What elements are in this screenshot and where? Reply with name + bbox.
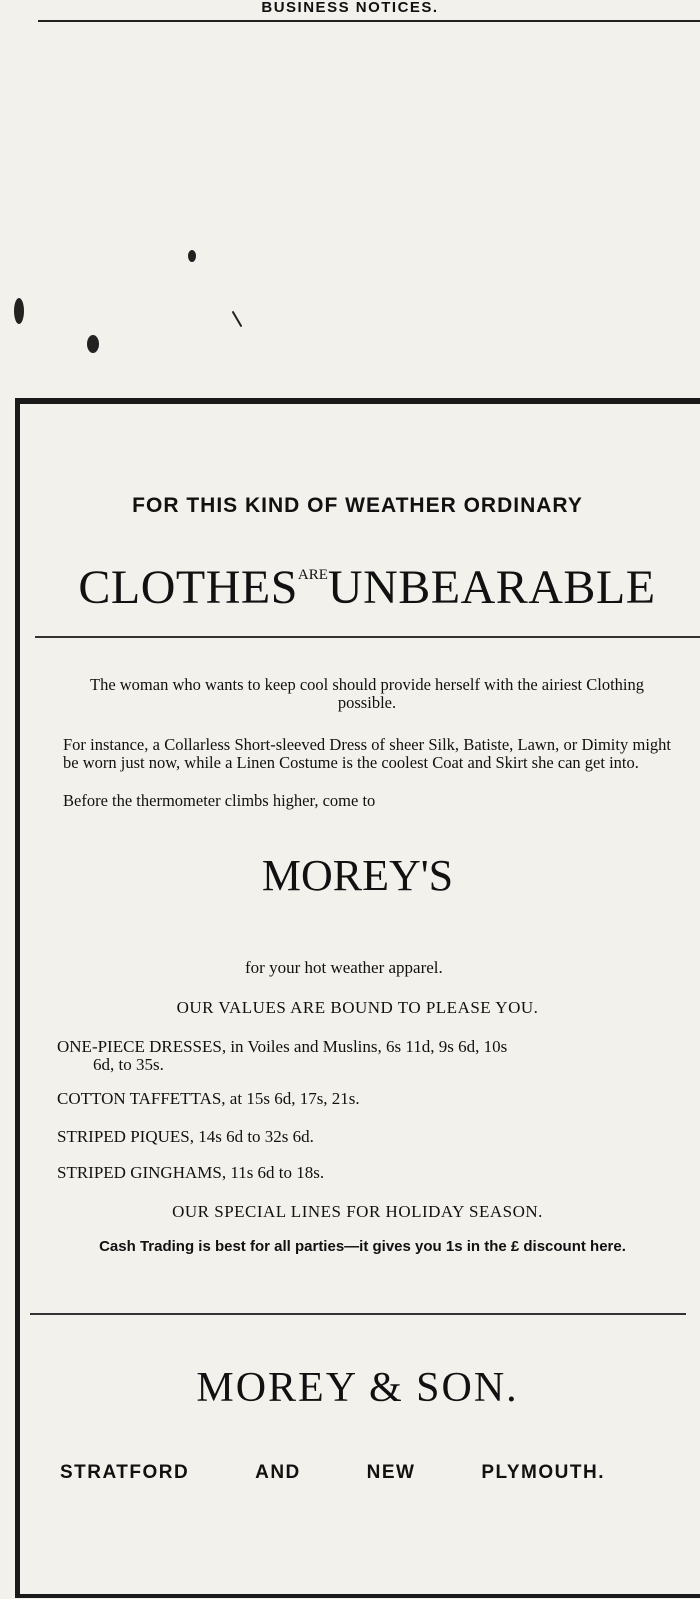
address-word: NEW [366, 1462, 416, 1483]
price-line: STRIPED PIQUES, 14s 6d to 32s 6d. [57, 1127, 314, 1146]
price-line-continuation: 6d, to 35s. [93, 1055, 164, 1074]
price-line: STRIPED GINGHAMS, 11s 6d to 18s. [57, 1163, 325, 1182]
ad-paragraph: For instance, a Collarless Short-sleeved Dress of sheer Silk, Batiste, Lawn, or Dimity might be worn just now, while a Linen Costume is the coolest Coat and Skirt she can get into. [63, 735, 671, 772]
ad-special-line: OUR SPECIAL LINES FOR HOLIDAY SEASON. [172, 1202, 543, 1221]
address-word: STRATFORD [60, 1462, 190, 1483]
ad-bottom-rule [15, 1594, 700, 1598]
ad-paragraph: Before the thermometer climbs higher, come to [63, 791, 376, 810]
price-line: COTTON TAFFETTAS, at 15s 6d, 17s, 21s. [57, 1089, 360, 1108]
ad-values-line: OUR VALUES ARE BOUND TO PLEASE YOU. [176, 998, 539, 1017]
ink-speck [232, 311, 243, 328]
ad-firm-name: MOREY & SON. [196, 1365, 519, 1411]
address-word: PLYMOUTH. [481, 1462, 605, 1483]
ad-tagline: for your hot weather apparel. [245, 958, 443, 977]
headline-small: ARE [297, 567, 328, 583]
ad-headline [37, 548, 697, 615]
ad-kicker: FOR THIS KIND OF WEATHER ORDINARY [132, 494, 583, 517]
header-rule [38, 20, 700, 22]
ink-speck [87, 335, 99, 353]
ad-brand: MOREY'S [261, 851, 454, 900]
price-line-text: ONE-PIECE DRESSES, in Voiles and Muslins, 6s 11d, 9s 6d, 10s [57, 1037, 508, 1056]
headline-left: CLOTHES [78, 561, 298, 614]
ad-cash-line: Cash Trading is best for all parties—it gives you 1s in the £ discount here. [99, 1238, 626, 1255]
ad-address [60, 1462, 605, 1484]
ad-paragraph: The woman who wants to keep cool should provide herself with the airiest Clothing possible. [89, 675, 644, 712]
ad-divider [35, 636, 700, 638]
price-line [57, 1038, 669, 1074]
section-header: BUSINESS NOTICES. [261, 0, 439, 16]
ad-top-rule [15, 398, 700, 404]
ink-speck [188, 250, 196, 262]
headline-right: UNBEARABLE [327, 561, 656, 614]
address-word: AND [255, 1462, 301, 1483]
advertisement [15, 398, 700, 1598]
ad-divider [30, 1313, 686, 1315]
ink-speck [14, 298, 24, 324]
